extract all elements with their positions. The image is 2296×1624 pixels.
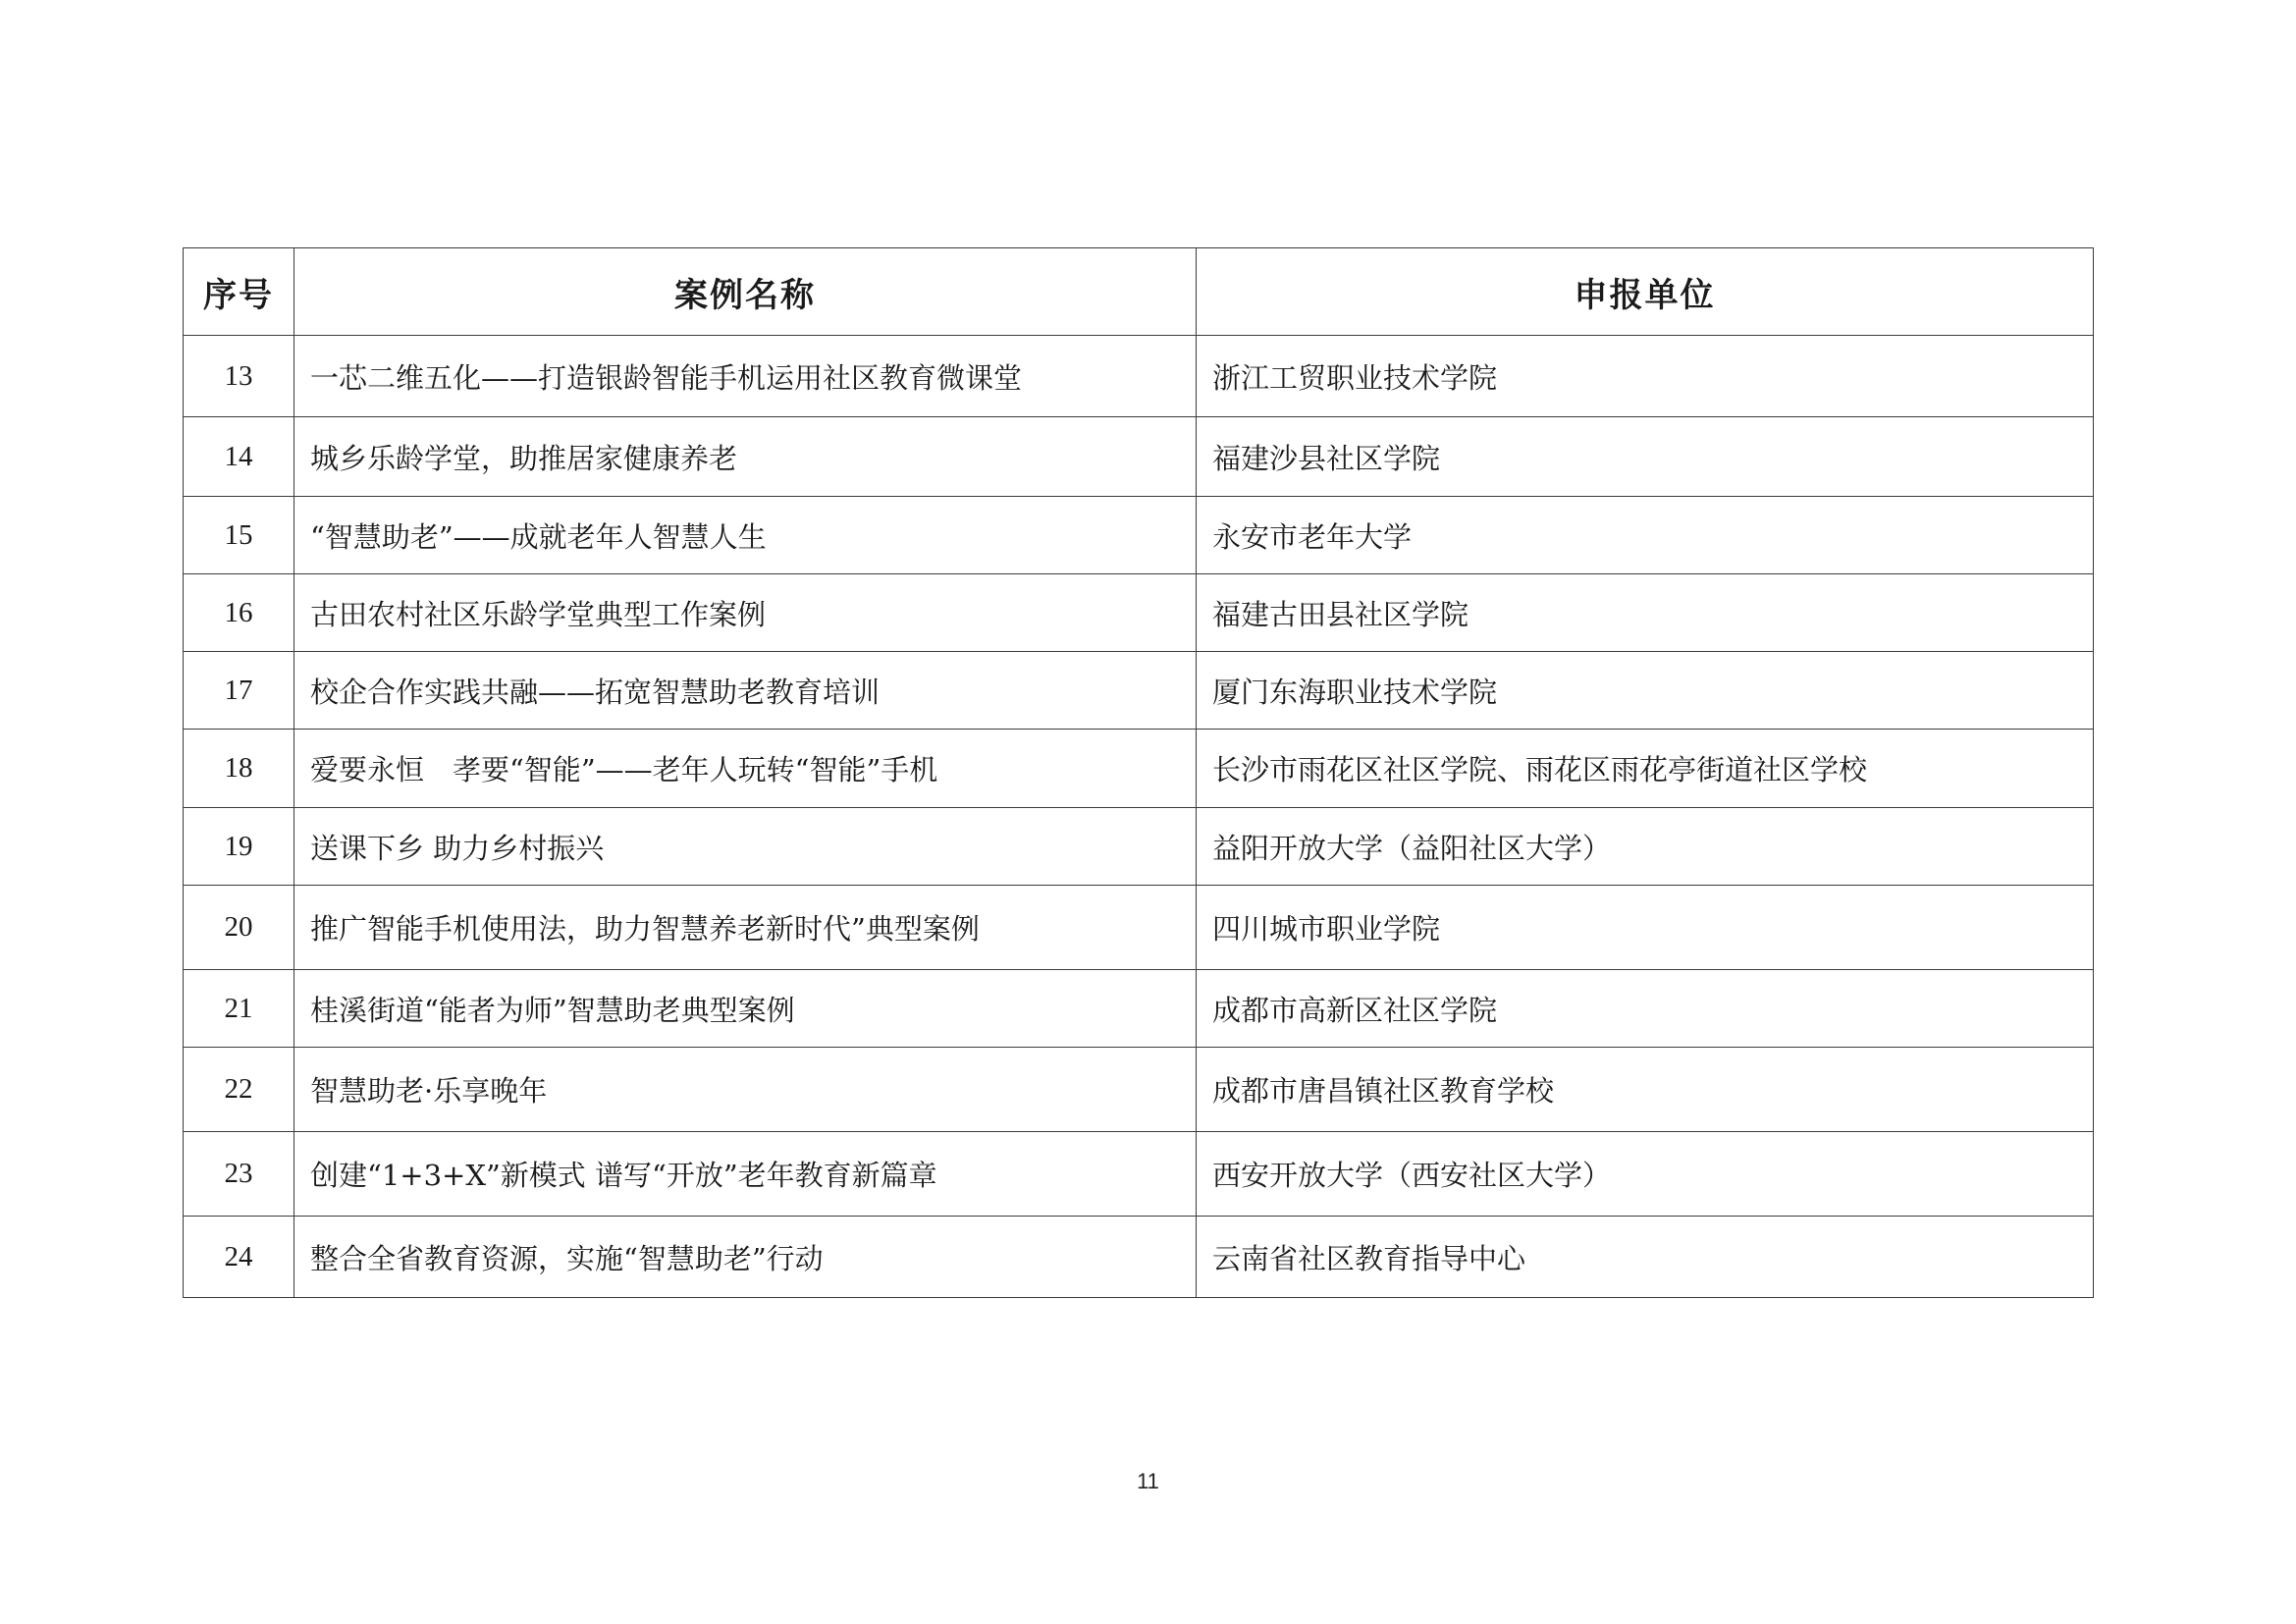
- row-case-name: 智慧助老·乐享晚年: [294, 1048, 1197, 1132]
- table-row: [184, 886, 2094, 970]
- table-row: [184, 1132, 2094, 1217]
- row-index: 13: [184, 336, 294, 417]
- table-row: [184, 417, 2094, 497]
- row-index: 19: [184, 808, 294, 886]
- row-index: 21: [184, 970, 294, 1048]
- row-index: 24: [184, 1217, 294, 1298]
- row-case-name: 一芯二维五化——打造银龄智能手机运用社区教育微课堂: [294, 336, 1197, 417]
- row-reporting-unit: 长沙市雨花区社区学院、雨花区雨花亭街道社区学校: [1197, 730, 2094, 808]
- header-index: 序号: [184, 248, 294, 336]
- header-case-name: 案例名称: [294, 248, 1197, 336]
- row-reporting-unit: 四川城市职业学院: [1197, 886, 2094, 970]
- row-case-name: 创建“1+3+X”新模式 谱写“开放”老年教育新篇章: [294, 1132, 1197, 1217]
- table-row: [184, 1048, 2094, 1132]
- row-index: 20: [184, 886, 294, 970]
- row-case-name: 古田农村社区乐龄学堂典型工作案例: [294, 574, 1197, 652]
- table-header: [184, 248, 2094, 336]
- row-reporting-unit: 成都市唐昌镇社区教育学校: [1197, 1048, 2094, 1132]
- row-case-name: 校企合作实践共融——拓宽智慧助老教育培训: [294, 652, 1197, 730]
- page-number: 11: [1137, 1469, 1159, 1493]
- table-row: [184, 652, 2094, 730]
- row-index: 17: [184, 652, 294, 730]
- row-case-name: 城乡乐龄学堂，助推居家健康养老: [294, 417, 1197, 497]
- row-index: 16: [184, 574, 294, 652]
- row-index: 23: [184, 1132, 294, 1217]
- row-index: 15: [184, 497, 294, 574]
- row-index: 14: [184, 417, 294, 497]
- header-reporting-unit: 申报单位: [1197, 248, 2094, 336]
- table-row: [184, 336, 2094, 417]
- row-case-name: 整合全省教育资源，实施“智慧助老”行动: [294, 1217, 1197, 1298]
- row-reporting-unit: 永安市老年大学: [1197, 497, 2094, 574]
- row-reporting-unit: 西安开放大学（西安社区大学）: [1197, 1132, 2094, 1217]
- table-body: [184, 336, 2094, 1298]
- header-row: [184, 248, 2094, 336]
- table-row: [184, 574, 2094, 652]
- row-reporting-unit: 成都市高新区社区学院: [1197, 970, 2094, 1048]
- row-reporting-unit: 厦门东海职业技术学院: [1197, 652, 2094, 730]
- table-row: [184, 730, 2094, 808]
- row-case-name: 桂溪街道“能者为师”智慧助老典型案例: [294, 970, 1197, 1048]
- row-reporting-unit: 益阳开放大学（益阳社区大学）: [1197, 808, 2094, 886]
- case-list-table: [183, 247, 2094, 1298]
- row-reporting-unit: 福建沙县社区学院: [1197, 417, 2094, 497]
- table-row: [184, 1217, 2094, 1298]
- table-row: [184, 808, 2094, 886]
- row-case-name: 推广智能手机使用法，助力智慧养老新时代”典型案例: [294, 886, 1197, 970]
- table-row: [184, 497, 2094, 574]
- row-case-name: 送课下乡 助力乡村振兴: [294, 808, 1197, 886]
- row-case-name: 爱要永恒 孝要“智能”——老年人玩转“智能”手机: [294, 730, 1197, 808]
- row-reporting-unit: 云南省社区教育指导中心: [1197, 1217, 2094, 1298]
- row-reporting-unit: 福建古田县社区学院: [1197, 574, 2094, 652]
- table-row: [184, 970, 2094, 1048]
- row-reporting-unit: 浙江工贸职业技术学院: [1197, 336, 2094, 417]
- row-index: 22: [184, 1048, 294, 1132]
- row-case-name: “智慧助老”——成就老年人智慧人生: [294, 497, 1197, 574]
- row-index: 18: [184, 730, 294, 808]
